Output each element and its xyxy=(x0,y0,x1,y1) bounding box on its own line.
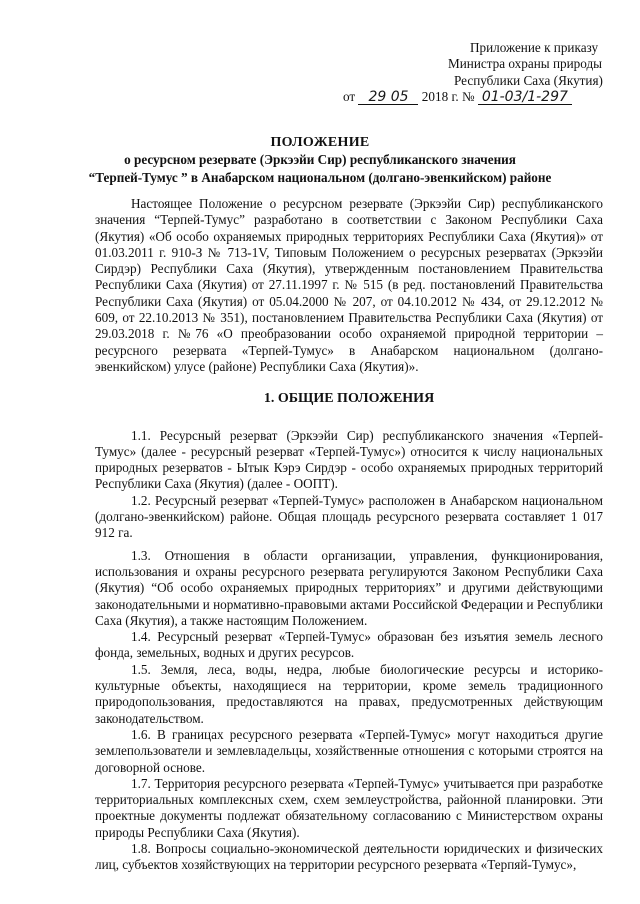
clause-1-2: 1.2. Ресурсный резерват «Терпей-Тумус» расположен в Анабарском национальном (долгано-эвенкийском) районе. Общая площадь ресурсного резервата составляет 1 017 912 га. xyxy=(95,492,603,541)
appendix-line-3: Республики Саха (Якутия) xyxy=(454,72,603,88)
handwritten-date: 29 05 xyxy=(358,90,418,105)
clause-1-6: 1.6. В границах ресурсного резервата «Терпей-Тумус» могут находиться другие землепользователи и землевладельцы, хозяйственные отношения с которыми строятся на договорной основе. xyxy=(95,726,603,775)
appendix-line-1: Приложение к приказу xyxy=(470,40,599,55)
clause-1-5: 1.5. Земля, леса, воды, недра, любые биологические ресурсы и историко-культурные объекты, находящиеся на территории, кроме земель традиционного природопользования, предоставляются на правах, предусмотренных действующим законодательством. xyxy=(95,661,603,726)
clause-1-1: 1.1. Ресурсный резерват (Эркээйи Сир) республиканского значения «Терпей-Тумус» (далее - ресурсный резерват «Терпей-Тумус») относится к числу национальных природных резерватов - Ытык Кэрэ Сирдэр - особо охраняемых природных территорий Республики Саха (Якутия) (далее - ООПТ). xyxy=(95,427,603,492)
document-title xyxy=(0,135,640,186)
title-heading: ПОЛОЖЕНИЕ xyxy=(270,135,370,150)
order-date-number-line xyxy=(343,89,572,105)
year-number-label: 2018 г. № xyxy=(421,89,475,104)
section-heading: 1. ОБЩИЕ ПОЛОЖЕНИЯ xyxy=(263,391,435,407)
clause-1-8: 1.8. Вопросы социально-экономической деятельности юридических и физических лиц, субъектов хозяйствующих на территории ресурсного резервата «Терпяй-Тумус», xyxy=(95,840,603,873)
appendix-line-2: Министра охраны природы xyxy=(448,56,603,72)
intro-paragraph: Настоящее Положение о ресурсном резервате (Эркээйи Сир) республиканского значения “Терпей-Тумус” разработано в соответствии с Законом Республики Саха (Якутия) «Об особо охраняемых природных территориях Республики Саха (Якутия)» от 01.03.2011 г. 910-З № 713-1V, Типовым Положением о ресурсных резерватах (Эркээйи Сирдэр) Республики Саха (Якутия), утвержденным постановлением Правительства Республики Саха (Якутия) от 27.11.1997 г. № 515 (в ред. постановлений Правительства Республики Саха (Якутия) от 05.04.2000 № 207, от 04.10.2012 № 434, от 29.12.2012 № 609, от 22.10.2013 № 351), постановлением Правительства Республики Саха (Якутия) от 29.03.2018 г. №76 «О преобразовании особо охраняемой природной территории – ресурсного резервата «Терпей-Тумус» в Анабарском национальном (долгано-эвенкийском) улусе (районе) Республики Саха (Якутия)». xyxy=(95,196,603,374)
order-appendix-header xyxy=(448,40,618,89)
clause-1-4: 1.4. Ресурсный резерват «Терпей-Тумус» образован без изъятия земель лесного фонда, земельных, водных и других ресурсов. xyxy=(95,629,603,661)
handwritten-order-number: 01-03/1-297 xyxy=(478,90,572,105)
clause-1-3: 1.3. Отношения в области организации, управления, функционирования, использования и охраны ресурсного резервата регулируются Законом Республики Саха (Якутия) “Об особо охраняемых природных территориях” и другими действующими законодательными и нормативно-правовыми актами Российской Федерации и Республики Саха (Якутия), а также настоящим Положением. xyxy=(95,547,603,628)
title-line-2: “Терпей-Тумус ” в Анабарском национальном (долгано-эвенкийском) районе xyxy=(88,169,552,185)
clause-1-7: 1.7. Территория ресурсного резервата «Терпей-Тумус» учитывается при разработке территориальных комплексных схем, схем землеустройства, районной планировки. Эти проектные документы подлежат обязательному согласованию с Министерством охраны природы Республики Саха (Якутия). xyxy=(95,775,603,840)
title-line-1: о ресурсном резервате (Эркээйи Сир) республиканского значения xyxy=(124,152,516,168)
document-body xyxy=(95,196,603,874)
date-prefix: от xyxy=(343,89,356,104)
